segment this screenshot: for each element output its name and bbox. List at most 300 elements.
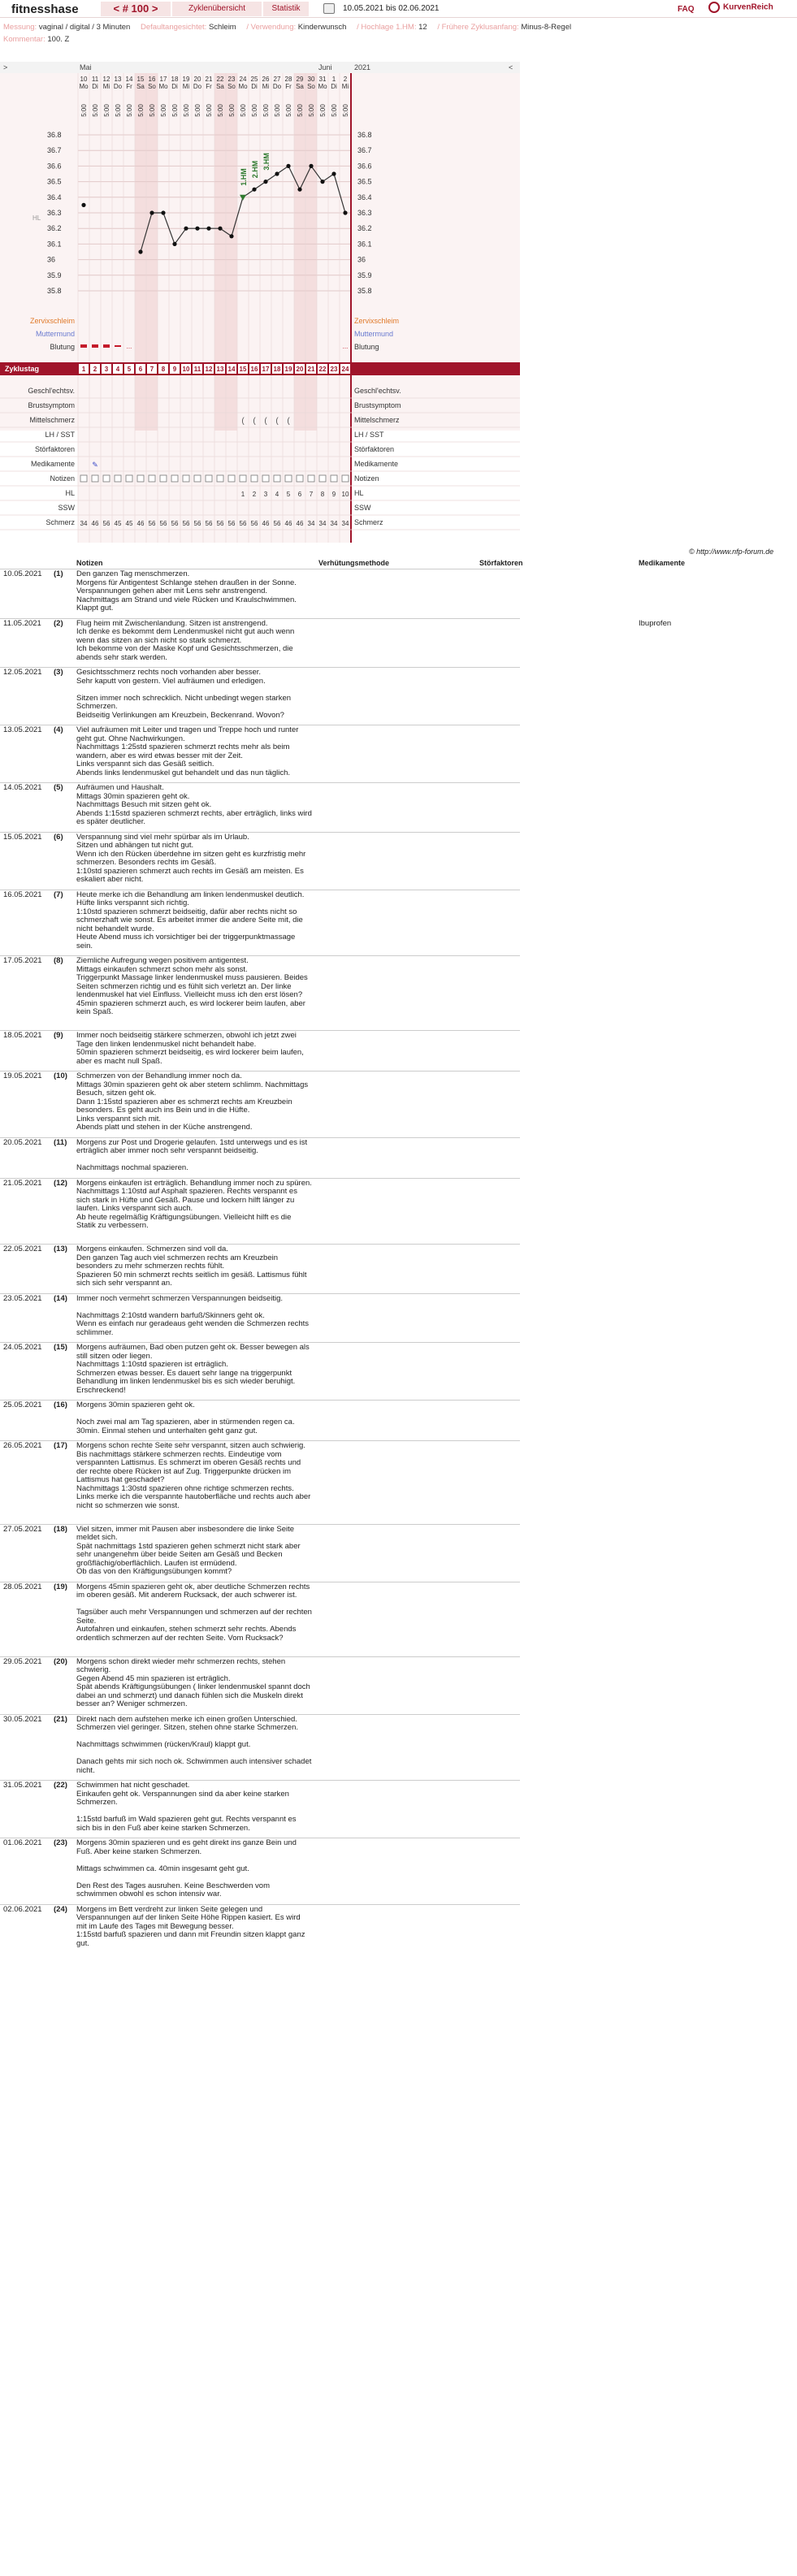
note-separator [0,1293,520,1294]
temp-tick-left: 36.1 [47,240,62,249]
mittelschmerz-icon: ( [275,417,279,426]
weekday-label: Di [251,83,258,90]
cycle-day-number: 14 [227,366,236,373]
note-row [0,1030,797,1071]
day-number: 15 [136,76,145,83]
note-row [0,890,797,956]
note-date: 27.05.2021 [3,1524,42,1534]
zervix-label-right: Zervixschleim [354,317,400,325]
note-date: 28.05.2021 [3,1582,42,1591]
info-label: Messung: [3,23,37,32]
day-column [112,73,123,431]
temp-tick-left: 36.2 [47,224,62,233]
weekday-label: Sa [296,83,304,90]
note-text: Den ganzen Tag menschmerzen. Morgens für Antigentest Schlange stehen draußen in der Sonne. Verspannungen gehen aber mit Lens sehr anstrengend. Nachmittags am Strand und viele Rücken und Kraulschwimmen. Klappt gut. [76,569,297,613]
temp-tick-left: 36.4 [47,193,62,201]
symptom-row-label-left: LH / SST [45,431,75,439]
cycle-day-number: 6 [138,366,143,373]
weekday-label: Di [92,83,98,90]
temperature-point [286,164,290,168]
note-separator [0,1342,520,1343]
measure-time: 5:00 [126,104,133,117]
temperature-point [309,164,313,168]
hl-count: 3 [263,491,268,498]
note-date: 24.05.2021 [3,1343,42,1352]
note-row [0,832,797,890]
pain-value: 56 [216,520,224,527]
day-column [226,73,237,431]
temp-tick-left: 36.6 [47,162,62,171]
note-icon [319,475,326,482]
note-row [0,1440,797,1524]
day-number: 11 [91,76,99,83]
note-separator [0,832,520,833]
note-day-number: (17) [54,1441,67,1450]
temp-tick-right: 35.8 [357,287,372,295]
temp-tick-left: 35.8 [47,287,62,295]
temperature-point [229,234,233,238]
measure-time: 5:00 [342,104,349,117]
note-date: 29.05.2021 [3,1656,42,1666]
day-column [180,73,192,431]
month-bar [0,62,520,73]
temp-tick-left: 35.9 [47,271,62,279]
cycle-day-number: 10 [182,366,190,373]
measure-time: 5:00 [194,104,201,117]
symptom-row-label-left: Mittelschmerz [29,416,75,424]
measure-time: 5:00 [262,104,270,117]
measure-time: 5:00 [183,104,190,117]
note-text: Viel sitzen, immer mit Pausen aber insbesondere die linke Seite meldet sich. Spät nachmittags 1std spazieren gehen schmerzt nicht stark aber sehr unangenehm über beide Seiten am Gesäß und Becken großflächig/oberflächlich. Laufen ist ermüdend. Ob das von den Kräftigungsübungen kommt? [76,1524,301,1576]
note-separator [0,782,520,783]
note-row [0,667,797,725]
note-text: Flug heim mit Zwischenlandung. Sitzen ist anstrengend. Ich denke es bekommt dem Lendenmuskel nicht gut auch wenn wenn das sitzen an sich nicht so stark schmerzt. Ich bekomme von der Maske Kopf und Gesichtsschmerzen, die abends sehr stark werden. [76,618,295,662]
note-icon [149,475,155,482]
temperature-point [331,171,336,175]
weekday-label: Do [272,83,282,90]
day-column [203,73,214,431]
note-icon [308,475,314,482]
note-day-number: (7) [54,890,63,899]
note-icon [206,475,212,482]
month-label-left: Mai [80,63,92,71]
note-day-number: (5) [54,783,63,792]
cycle-day-number: 15 [239,366,247,373]
temp-tick-right: 36.5 [357,177,372,186]
day-number: 16 [148,76,156,83]
cycle-day-number: 2 [93,366,97,373]
pain-value: 46 [296,520,304,527]
pain-value: 56 [159,520,167,527]
note-row [0,1714,797,1781]
temperature-point [252,188,256,192]
day-column [192,73,203,431]
day-column [283,73,294,431]
symptom-row-label-right: HL [354,489,364,497]
symptom-row-label-left: Medikamente [30,460,75,468]
cycle-chart-svg [0,62,520,543]
hl-count: 8 [320,491,325,498]
day-number: 20 [193,76,201,83]
label-column-right [351,73,520,431]
note-icon [126,475,132,482]
day-column [305,73,317,431]
note-text: Morgens aufräumen, Bad oben putzen geht ok. Besser bewegen als still sitzen oder liegen. Nachmittags 1:10std spazieren ist erträglich. Schmerzen etwas besser. Es dauert sehr lange na triggerpunkt Behandlung im linken lendenmuskel bis es sich wieder beruhigt. Erschreckend! [76,1343,310,1395]
cycle-day-number: 12 [205,366,213,373]
note-day-number: (14) [54,1293,67,1303]
pain-value: 46 [262,520,270,527]
day-number: 2 [343,76,348,83]
note-row [0,618,797,668]
note-date: 19.05.2021 [3,1072,42,1080]
symptom-row-label-right: SSW [354,504,371,512]
pain-value: 45 [125,520,133,527]
info-value: Schleim [208,23,236,32]
info-value: 12 [418,23,427,32]
cycle-chart [0,62,520,543]
temp-tick-right: 36 [357,255,366,264]
note-text: Immer noch vermehrt schmerzen Verspannungen beidseitig. Nachmittags 2:10std wandern barfuß/Skinners geht ok. Wenn es einfach nur geradeaus geht wenden die Schmerzen rechts schlimmer. [76,1293,310,1337]
temp-tick-left: 36.5 [47,177,62,186]
symptom-row-label-left: Schmerz [45,518,75,526]
note-day-number: (10) [54,1072,67,1080]
day-number: 27 [273,76,281,83]
day-number: 26 [262,76,270,83]
note-separator [0,667,520,668]
info-value: Kinderwunsch [297,23,347,32]
notes-column-header: Notizen [76,559,103,567]
weekday-label: Fr [126,83,132,90]
note-separator [0,1656,520,1657]
cycle-day-number: 21 [307,366,315,373]
symptom-row-label-right: LH / SST [354,431,384,439]
note-date: 16.05.2021 [3,890,42,899]
cycle-day-number: 1 [81,366,86,373]
disruptors-column-header: Störfaktoren [479,559,523,567]
measure-time: 5:00 [308,104,315,117]
measure-time: 5:00 [80,104,88,117]
note-date: 14.05.2021 [3,783,42,792]
zervix-label-left: Zervixschleim [29,317,75,325]
bleeding-marker [115,345,121,347]
temperature-point [297,188,301,192]
note-text: Aufräumen und Haushalt. Mittags 30min spazieren geht ok. Nachmittags Besuch mit sitzen geht ok. Abends 1:15std spazieren schmerzt rechts, aber erträglich, links wird es später deutlicher. [76,783,312,826]
pain-value: 56 [182,520,190,527]
note-day-number: (1) [54,569,63,578]
temperature-point [320,180,324,184]
hm-label: 2.HM [251,160,259,179]
faq-link[interactable]: FAQ [678,5,695,14]
note-icon [285,475,292,482]
day-column [214,73,226,431]
date-range: 10.05.2021 bis 02.06.2021 [343,4,440,13]
cycle-day-number: 3 [104,366,109,373]
note-text: Morgens zur Post und Drogerie gelaufen. 1std unterwegs und es ist erträglich aber immer noch sehr verspannt beidseitig. Nachmittags nochmal spazieren. [76,1137,308,1172]
spotting-marker: ... [126,343,132,350]
note-date: 01.06.2021 [3,1838,42,1847]
note-icon [92,475,98,482]
temperature-point [206,227,210,231]
note-date: 21.05.2021 [3,1178,42,1188]
measure-time: 5:00 [331,104,338,117]
note-day-number: (8) [54,956,63,965]
note-text: Morgens schon direkt wieder mehr schmerzen rechts, stehen schwierig. Gegen Abend 45 min spazieren ist erträglich. Spät abends Kräftigungsübungen ( linker lendenmuskel spannt doch dabei an und schmerzt) und danach fühlen sich die Muskeln direkt besser an? Weniger schmerzen. [76,1656,310,1708]
copyright: © http://www.nfp-forum.de [689,548,774,556]
pain-value: 56 [205,520,213,527]
note-separator [0,1244,520,1245]
note-separator [0,1137,520,1138]
month-nav-left: > [3,63,8,71]
note-icon [183,475,189,482]
note-row [0,1244,797,1293]
note-row [0,1524,797,1582]
day-column [123,73,135,431]
day-number: 30 [307,76,315,83]
note-day-number: (11) [54,1137,67,1147]
mittelschmerz-icon: ( [241,417,245,426]
weekday-label: Sa [216,83,224,90]
note-date: 15.05.2021 [3,832,42,842]
weekday-label: Mo [158,83,168,90]
temp-tick-right: 35.9 [357,271,372,279]
info-value: Minus-8-Regel [521,23,572,32]
weekday-label: Mi [262,83,270,90]
note-row [0,1293,797,1343]
medication-icon: ✎ [92,461,98,469]
printer-icon[interactable] [323,3,335,14]
note-date: 12.05.2021 [3,668,42,677]
note-date: 30.05.2021 [3,1714,42,1724]
hl-count: 6 [297,491,302,498]
hl-count: 10 [341,491,349,498]
year-label: 2021 [354,63,371,71]
note-icon [240,475,246,482]
temp-tick-left: 36.8 [47,131,62,139]
note-medication: Ibuprofen [639,618,672,628]
note-separator [0,955,520,956]
logo-text: KurvenReich [723,2,773,12]
note-row [0,1178,797,1245]
day-column [169,73,180,431]
note-separator [0,1524,520,1525]
cycle-day-number: 18 [273,366,281,373]
temperature-point [161,210,165,214]
day-column [317,73,328,431]
hl-count: 7 [309,491,314,498]
mittelschmerz-icon: ( [287,417,290,426]
day-number: 23 [227,76,236,83]
day-column [260,73,271,431]
mittelschmerz-icon: ( [264,417,267,426]
temp-tick-right: 36.3 [357,209,372,217]
note-icon [137,475,144,482]
measure-time: 5:00 [319,104,327,117]
note-row [0,1137,797,1178]
note-row [0,1342,797,1400]
note-day-number: (24) [54,1904,67,1914]
note-date: 11.05.2021 [3,618,41,628]
note-day-number: (21) [54,1714,67,1724]
kurvenreich-logo[interactable] [708,2,773,13]
note-day-number: (13) [54,1245,67,1253]
symptom-row-label-left: Brustsymptom [28,401,75,409]
day-column [328,73,340,431]
note-row [0,1904,797,1954]
hl-count: 1 [240,491,245,498]
note-day-number: (18) [54,1524,67,1534]
note-icon [262,475,269,482]
note-date: 13.05.2021 [3,725,42,734]
note-day-number: (20) [54,1656,67,1666]
info-value: vaginal / digital / 3 Minuten [38,23,131,32]
day-number: 1 [331,76,336,83]
note-row [0,1780,797,1838]
day-column [78,73,89,431]
note-date: 25.05.2021 [3,1401,42,1409]
note-icon [80,475,87,482]
weekday-label: Mi [182,83,190,90]
mittelschmerz-icon: ( [253,417,256,426]
pain-value: 56 [193,520,201,527]
cycle-day-number: 16 [250,366,258,373]
weekday-label: Di [171,83,178,90]
note-date: 02.06.2021 [3,1904,42,1914]
blutung-label-left: Blutung [50,343,75,351]
bleeding-marker [80,344,87,348]
measure-time: 5:00 [297,104,304,117]
note-text: Immer noch beidseitig stärkere schmerzen, obwohl ich jetzt zwei Tage den linken lendenmuskel nicht behandelt habe. 50min spazieren schmerzt beidseitig, es wird lockerer beim laufen, aber es macht null Spaß. [76,1031,304,1066]
note-icon [103,475,110,482]
weekday-label: Mi [341,83,349,90]
symptom-row-label-left: SSW [58,504,75,512]
temperature-point [263,180,267,184]
note-date: 22.05.2021 [3,1245,42,1253]
note-date: 31.05.2021 [3,1781,42,1790]
cycle-navigator[interactable]: < # 100 > [101,2,171,16]
note-day-number: (3) [54,668,63,677]
cycle-day-number: 17 [262,366,270,373]
measure-time: 5:00 [149,104,156,117]
weekday-label: Do [193,83,202,90]
note-text: Morgens im Bett verdreht zur linken Seite gelegen und Verspannungen auf der linken Seite Höhe Rippen kasiert. Es wird mit im Laufe des Tages mit Bewegung besser. 1:15std barfuß spazieren und dann mit Freundin sitzen klappt ganz gut. [76,1904,305,1948]
temperature-point [195,227,199,231]
note-icon [228,475,235,482]
cycle-day-number: 20 [296,366,304,373]
weekday-label: Fr [285,83,292,90]
note-row [0,1838,797,1904]
pain-value: 45 [114,520,122,527]
symptom-row-label-right: Brustsymptom [354,401,401,409]
day-number: 14 [125,76,133,83]
temperature-point [343,210,347,214]
note-row [0,725,797,782]
measure-time: 5:00 [240,104,247,117]
temperature-point [172,242,176,246]
tab-statistics[interactable]: Statistik [263,2,309,16]
symptom-row-label-right: Medikamente [354,460,399,468]
note-separator [0,1780,520,1781]
day-number: 10 [80,76,88,83]
cycle-day-number: 13 [216,366,224,373]
weekday-label: Mo [79,83,89,90]
note-text: Ziemliche Aufregung wegen positivem antigentest. Mittags einkaufen schmerzt schon mehr als sonst. Triggerpunkt Massage linker lendenmuskel muss pausieren. Beides Seiten schmerzen richtig und es fühlt sich verletzt an. Der linke lendenmuskel hat viel Einfluss. Vielleicht muss ich den erst lösen? 45min spazieren schmerzt auch, es wird lockerer beim laufen, aber kein Spaß. [76,956,308,1016]
temp-tick-left: 36.7 [47,146,62,155]
note-day-number: (19) [54,1582,67,1591]
symptom-row-label-left: Notizen [50,474,75,483]
note-date: 10.05.2021 [3,569,42,578]
hl-count: 5 [286,491,291,498]
measure-time: 5:00 [103,104,110,117]
note-row [0,1400,797,1440]
symptom-row-label-right: Notizen [354,474,379,483]
day-number: 21 [205,76,213,83]
note-text: Direkt nach dem aufstehen merke ich einen großen Unterschied. Schmerzen viel geringer. Sitzen, stehen ohne starke Schmerzen. Nachmittags schwimmen (rücken/Kraul) klappt gut. Danach gehts mir sich noch ok. Schwimmen auch intensiver schadet nicht. [76,1714,312,1775]
weekday-label: Do [113,83,123,90]
bleeding-marker [92,344,98,348]
weekday-label: So [307,83,315,90]
note-date: 17.05.2021 [3,956,42,965]
blutung-label-right: Blutung [354,343,379,351]
day-column [89,73,101,431]
day-number: 31 [318,76,327,83]
cycle-day-number: 11 [193,366,201,373]
zyklustag-band [0,362,520,375]
weekday-label: So [148,83,156,90]
cycle-day-number: 23 [330,366,338,373]
note-icon [171,475,178,482]
note-day-number: (23) [54,1838,67,1847]
symptom-row-label-left: Geschl'echtsv. [28,387,75,395]
pain-value: 34 [307,520,315,527]
symptom-row-label-left: Störfaktoren [34,445,75,453]
tab-cycle-overview[interactable]: Zyklenübersicht [172,2,262,16]
pain-value: 46 [136,520,145,527]
weekday-label: So [227,83,236,90]
info-label: / Hochlage 1.HM: [357,23,417,32]
day-number: 17 [159,76,167,83]
symptom-row-label-right: Mittelschmerz [354,416,400,424]
note-separator [0,1714,520,1715]
temp-tick-right: 36.1 [357,240,372,249]
pain-value: 56 [148,520,156,527]
pain-value: 34 [341,520,349,527]
day-number: 28 [284,76,292,83]
measure-time: 5:00 [285,104,292,117]
day-number: 19 [182,76,190,83]
temperature-point [275,171,279,175]
cycle-day-number: 5 [127,366,132,373]
note-separator [0,1440,520,1441]
note-day-number: (15) [54,1343,67,1352]
info-value: 100. Z [47,35,70,44]
cycle-day-number: 22 [318,366,327,373]
note-icon [251,475,258,482]
note-separator [0,1178,520,1179]
medication-column-header: Medikamente [639,559,686,567]
temp-tick-left: 36.3 [47,209,62,217]
month-label-right: Juni [318,63,332,71]
note-text: Heute merke ich die Behandlung am linken lendenmuskel deutlich. Hüfte links verspannt sich richtig. 1:10std spazieren schmerzt beidseitig, dafür aber rechts nicht so schmerzhaft wie sonst. Es arbeitet immer die andere Seite mit, die nicht behandelt wurde. Heute Abend muss ich vorsichtiger bei der triggerpunktmassage sein. [76,890,305,950]
info-label: Defaultangesichtet: [140,23,207,32]
weekday-label: Fr [206,83,212,90]
cycle-day-number: 19 [284,366,292,373]
day-number: 24 [239,76,247,83]
pain-value: 56 [250,520,258,527]
note-text: Verspannung sind viel mehr spürbar als im Urlaub. Sitzen und abhängen tut nicht gut. Wenn ich den Rücken überdehne im sitzen geht es kurzfristig mehr schmerzen. Besonders rechts im Gesäß. 1:10std spazieren schmerzt auch rechts im Gesäß am meisten. Es eskaliert aber nicht. [76,832,306,884]
note-icon [342,475,349,482]
measure-time: 5:00 [137,104,145,117]
day-column [340,73,351,431]
